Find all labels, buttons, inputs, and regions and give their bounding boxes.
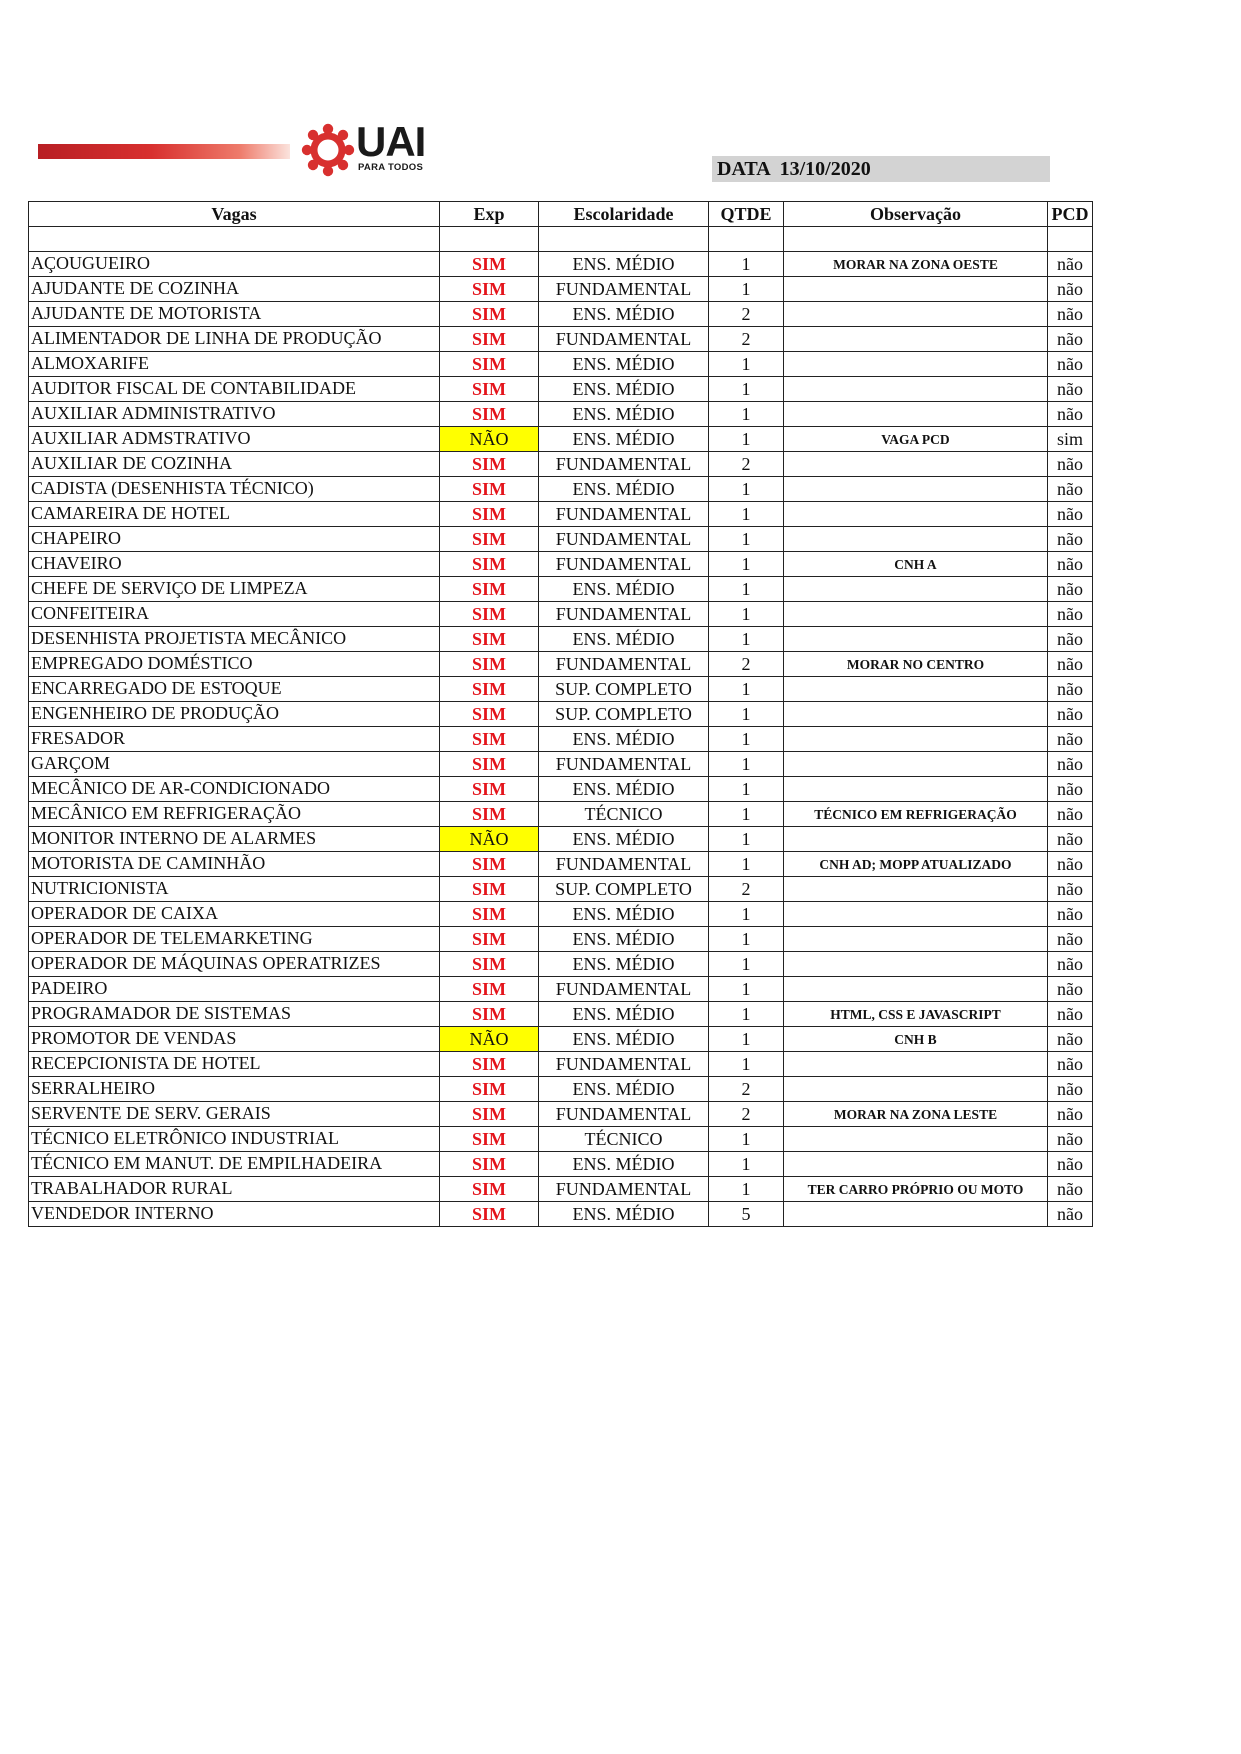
- exp-cell: NÃO: [440, 427, 539, 452]
- vaga-cell: CAMAREIRA DE HOTEL: [29, 502, 440, 527]
- blank-cell: [709, 227, 784, 252]
- observacao-cell: CNH A: [784, 552, 1048, 577]
- qtde-cell: 1: [709, 777, 784, 802]
- observacao-cell: [784, 827, 1048, 852]
- header-observacao: Observação: [784, 202, 1048, 227]
- table-row: [29, 377, 1093, 402]
- table-row: [29, 752, 1093, 777]
- vaga-cell: OPERADOR DE CAIXA: [29, 902, 440, 927]
- qtde-cell: 1: [709, 1127, 784, 1152]
- vaga-cell: AÇOUGUEIRO: [29, 252, 440, 277]
- observacao-cell: [784, 1202, 1048, 1227]
- table-row: [29, 327, 1093, 352]
- pcd-cell: não: [1048, 1027, 1093, 1052]
- vaga-cell: OPERADOR DE TELEMARKETING: [29, 927, 440, 952]
- exp-cell: SIM: [440, 602, 539, 627]
- qtde-cell: 2: [709, 302, 784, 327]
- qtde-cell: 5: [709, 1202, 784, 1227]
- observacao-cell: [784, 327, 1048, 352]
- pcd-cell: não: [1048, 527, 1093, 552]
- pcd-cell: não: [1048, 902, 1093, 927]
- table-row: [29, 1152, 1093, 1177]
- pcd-cell: não: [1048, 552, 1093, 577]
- observacao-cell: [784, 402, 1048, 427]
- escolaridade-cell: ENS. MÉDIO: [539, 1002, 709, 1027]
- table-row: [29, 527, 1093, 552]
- table-row: [29, 252, 1093, 277]
- escolaridade-cell: FUNDAMENTAL: [539, 652, 709, 677]
- table-row: [29, 602, 1093, 627]
- vaga-cell: CONFEITEIRA: [29, 602, 440, 627]
- exp-cell: SIM: [440, 1102, 539, 1127]
- qtde-cell: 1: [709, 1177, 784, 1202]
- observacao-cell: [784, 927, 1048, 952]
- table-row: [29, 452, 1093, 477]
- vaga-cell: SERVENTE DE SERV. GERAIS: [29, 1102, 440, 1127]
- exp-cell: SIM: [440, 327, 539, 352]
- observacao-cell: MORAR NA ZONA LESTE: [784, 1102, 1048, 1127]
- logo-subtitle: PARA TODOS: [358, 162, 424, 173]
- pcd-cell: não: [1048, 277, 1093, 302]
- qtde-cell: 1: [709, 552, 784, 577]
- qtde-cell: 1: [709, 902, 784, 927]
- table-row: [29, 927, 1093, 952]
- vaga-cell: FRESADOR: [29, 727, 440, 752]
- observacao-cell: [784, 477, 1048, 502]
- vaga-cell: AUXILIAR ADMSTRATIVO: [29, 427, 440, 452]
- escolaridade-cell: ENS. MÉDIO: [539, 402, 709, 427]
- pcd-cell: não: [1048, 402, 1093, 427]
- qtde-cell: 1: [709, 527, 784, 552]
- escolaridade-cell: ENS. MÉDIO: [539, 252, 709, 277]
- qtde-cell: 2: [709, 327, 784, 352]
- pcd-cell: não: [1048, 477, 1093, 502]
- exp-cell: SIM: [440, 877, 539, 902]
- pcd-cell: não: [1048, 777, 1093, 802]
- exp-cell: SIM: [440, 677, 539, 702]
- blank-cell: [29, 227, 440, 252]
- observacao-cell: VAGA PCD: [784, 427, 1048, 452]
- escolaridade-cell: FUNDAMENTAL: [539, 1177, 709, 1202]
- observacao-cell: [784, 1052, 1048, 1077]
- table-row: [29, 1052, 1093, 1077]
- escolaridade-cell: FUNDAMENTAL: [539, 1102, 709, 1127]
- vaga-cell: TRABALHADOR RURAL: [29, 1177, 440, 1202]
- table-row: [29, 352, 1093, 377]
- escolaridade-cell: ENS. MÉDIO: [539, 427, 709, 452]
- table-row: [29, 1002, 1093, 1027]
- header-escolaridade: Escolaridade: [539, 202, 709, 227]
- exp-cell: SIM: [440, 1002, 539, 1027]
- exp-cell: SIM: [440, 577, 539, 602]
- qtde-cell: 1: [709, 1027, 784, 1052]
- table-row: [29, 727, 1093, 752]
- observacao-cell: CNH B: [784, 1027, 1048, 1052]
- header-exp: Exp: [440, 202, 539, 227]
- vaga-cell: AJUDANTE DE COZINHA: [29, 277, 440, 302]
- qtde-cell: 1: [709, 927, 784, 952]
- blank-cell: [440, 227, 539, 252]
- vacancies-table: [28, 201, 1093, 1227]
- qtde-cell: 1: [709, 402, 784, 427]
- escolaridade-cell: ENS. MÉDIO: [539, 577, 709, 602]
- pcd-cell: não: [1048, 252, 1093, 277]
- pcd-cell: não: [1048, 377, 1093, 402]
- table-row: [29, 477, 1093, 502]
- vaga-cell: ALMOXARIFE: [29, 352, 440, 377]
- exp-cell: SIM: [440, 552, 539, 577]
- pcd-cell: não: [1048, 802, 1093, 827]
- escolaridade-cell: ENS. MÉDIO: [539, 1152, 709, 1177]
- qtde-cell: 2: [709, 1102, 784, 1127]
- pcd-cell: não: [1048, 1202, 1093, 1227]
- exp-cell: SIM: [440, 352, 539, 377]
- observacao-cell: [784, 302, 1048, 327]
- escolaridade-cell: ENS. MÉDIO: [539, 777, 709, 802]
- table-row: [29, 702, 1093, 727]
- uai-logo: [300, 118, 430, 180]
- pcd-cell: sim: [1048, 427, 1093, 452]
- table-row: [29, 427, 1093, 452]
- pcd-cell: não: [1048, 1152, 1093, 1177]
- vaga-cell: OPERADOR DE MÁQUINAS OPERATRIZES: [29, 952, 440, 977]
- qtde-cell: 1: [709, 802, 784, 827]
- exp-cell: SIM: [440, 1152, 539, 1177]
- qtde-cell: 1: [709, 502, 784, 527]
- exp-cell: SIM: [440, 252, 539, 277]
- table-body: [29, 227, 1093, 1227]
- table-row: [29, 902, 1093, 927]
- table-row: [29, 1127, 1093, 1152]
- observacao-cell: [784, 677, 1048, 702]
- exp-cell: SIM: [440, 702, 539, 727]
- table-row: [29, 1027, 1093, 1052]
- exp-cell: SIM: [440, 302, 539, 327]
- exp-cell: SIM: [440, 1177, 539, 1202]
- exp-cell: SIM: [440, 377, 539, 402]
- observacao-cell: [784, 577, 1048, 602]
- observacao-cell: [784, 877, 1048, 902]
- vaga-cell: MOTORISTA DE CAMINHÃO: [29, 852, 440, 877]
- observacao-cell: [784, 502, 1048, 527]
- qtde-cell: 1: [709, 352, 784, 377]
- vaga-cell: TÉCNICO ELETRÔNICO INDUSTRIAL: [29, 1127, 440, 1152]
- escolaridade-cell: FUNDAMENTAL: [539, 602, 709, 627]
- exp-cell: SIM: [440, 527, 539, 552]
- table-header-row: [29, 202, 1093, 227]
- exp-cell: SIM: [440, 927, 539, 952]
- qtde-cell: 1: [709, 252, 784, 277]
- qtde-cell: 1: [709, 377, 784, 402]
- blank-row: [29, 227, 1093, 252]
- exp-cell: NÃO: [440, 1027, 539, 1052]
- vaga-cell: AUDITOR FISCAL DE CONTABILIDADE: [29, 377, 440, 402]
- exp-cell: SIM: [440, 852, 539, 877]
- vaga-cell: AJUDANTE DE MOTORISTA: [29, 302, 440, 327]
- qtde-cell: 1: [709, 1052, 784, 1077]
- pcd-cell: não: [1048, 677, 1093, 702]
- exp-cell: SIM: [440, 1127, 539, 1152]
- table-row: [29, 577, 1093, 602]
- escolaridade-cell: FUNDAMENTAL: [539, 527, 709, 552]
- pcd-cell: não: [1048, 452, 1093, 477]
- table-row: [29, 827, 1093, 852]
- table-row: [29, 652, 1093, 677]
- vaga-cell: VENDEDOR INTERNO: [29, 1202, 440, 1227]
- pcd-cell: não: [1048, 702, 1093, 727]
- pcd-cell: não: [1048, 352, 1093, 377]
- pcd-cell: não: [1048, 927, 1093, 952]
- header-pcd: PCD: [1048, 202, 1093, 227]
- qtde-cell: 1: [709, 1152, 784, 1177]
- pcd-cell: não: [1048, 1177, 1093, 1202]
- observacao-cell: [784, 352, 1048, 377]
- escolaridade-cell: SUP. COMPLETO: [539, 677, 709, 702]
- exp-cell: SIM: [440, 777, 539, 802]
- table-row: [29, 677, 1093, 702]
- table-row: [29, 302, 1093, 327]
- exp-cell: SIM: [440, 477, 539, 502]
- qtde-cell: 1: [709, 1002, 784, 1027]
- blank-cell: [539, 227, 709, 252]
- escolaridade-cell: FUNDAMENTAL: [539, 752, 709, 777]
- escolaridade-cell: FUNDAMENTAL: [539, 452, 709, 477]
- vaga-cell: RECEPCIONISTA DE HOTEL: [29, 1052, 440, 1077]
- escolaridade-cell: SUP. COMPLETO: [539, 702, 709, 727]
- escolaridade-cell: ENS. MÉDIO: [539, 352, 709, 377]
- escolaridade-cell: SUP. COMPLETO: [539, 877, 709, 902]
- observacao-cell: [784, 752, 1048, 777]
- table-row: [29, 877, 1093, 902]
- observacao-cell: [784, 602, 1048, 627]
- escolaridade-cell: ENS. MÉDIO: [539, 727, 709, 752]
- observacao-cell: MORAR NA ZONA OESTE: [784, 252, 1048, 277]
- exp-cell: SIM: [440, 902, 539, 927]
- pcd-cell: não: [1048, 952, 1093, 977]
- qtde-cell: 1: [709, 702, 784, 727]
- escolaridade-cell: ENS. MÉDIO: [539, 952, 709, 977]
- pcd-cell: não: [1048, 852, 1093, 877]
- table-row: [29, 952, 1093, 977]
- escolaridade-cell: TÉCNICO: [539, 1127, 709, 1152]
- vaga-cell: AUXILIAR DE COZINHA: [29, 452, 440, 477]
- table-row: [29, 977, 1093, 1002]
- pcd-cell: não: [1048, 1077, 1093, 1102]
- escolaridade-cell: ENS. MÉDIO: [539, 302, 709, 327]
- observacao-cell: [784, 377, 1048, 402]
- vaga-cell: MECÂNICO DE AR-CONDICIONADO: [29, 777, 440, 802]
- exp-cell: SIM: [440, 1202, 539, 1227]
- vaga-cell: PROMOTOR DE VENDAS: [29, 1027, 440, 1052]
- exp-cell: SIM: [440, 402, 539, 427]
- observacao-cell: HTML, CSS E JAVASCRIPT: [784, 1002, 1048, 1027]
- exp-cell: SIM: [440, 977, 539, 1002]
- observacao-cell: [784, 702, 1048, 727]
- escolaridade-cell: FUNDAMENTAL: [539, 552, 709, 577]
- escolaridade-cell: ENS. MÉDIO: [539, 1027, 709, 1052]
- header-qtde: QTDE: [709, 202, 784, 227]
- pcd-cell: não: [1048, 302, 1093, 327]
- observacao-cell: [784, 277, 1048, 302]
- exp-cell: SIM: [440, 502, 539, 527]
- pcd-cell: não: [1048, 1052, 1093, 1077]
- vaga-cell: PADEIRO: [29, 977, 440, 1002]
- exp-cell: SIM: [440, 802, 539, 827]
- exp-cell: SIM: [440, 277, 539, 302]
- exp-cell: SIM: [440, 952, 539, 977]
- pcd-cell: não: [1048, 1002, 1093, 1027]
- vaga-cell: DESENHISTA PROJETISTA MECÂNICO: [29, 627, 440, 652]
- observacao-cell: [784, 977, 1048, 1002]
- vaga-cell: AUXILIAR ADMINISTRATIVO: [29, 402, 440, 427]
- qtde-cell: 1: [709, 477, 784, 502]
- escolaridade-cell: FUNDAMENTAL: [539, 1052, 709, 1077]
- exp-cell: NÃO: [440, 827, 539, 852]
- vaga-cell: CADISTA (DESENHISTA TÉCNICO): [29, 477, 440, 502]
- observacao-cell: [784, 1077, 1048, 1102]
- qtde-cell: 1: [709, 427, 784, 452]
- date-box: [712, 156, 1050, 182]
- observacao-cell: [784, 452, 1048, 477]
- qtde-cell: 1: [709, 827, 784, 852]
- qtde-cell: 1: [709, 277, 784, 302]
- vaga-cell: PROGRAMADOR DE SISTEMAS: [29, 1002, 440, 1027]
- qtde-cell: 2: [709, 1077, 784, 1102]
- people-circle-icon: [300, 122, 356, 178]
- exp-cell: SIM: [440, 1077, 539, 1102]
- vaga-cell: TÉCNICO EM MANUT. DE EMPILHADEIRA: [29, 1152, 440, 1177]
- table-row: [29, 402, 1093, 427]
- observacao-cell: [784, 902, 1048, 927]
- qtde-cell: 1: [709, 752, 784, 777]
- table-row: [29, 1077, 1093, 1102]
- qtde-cell: 1: [709, 677, 784, 702]
- qtde-cell: 1: [709, 602, 784, 627]
- pcd-cell: não: [1048, 652, 1093, 677]
- escolaridade-cell: FUNDAMENTAL: [539, 502, 709, 527]
- header-vagas: Vagas: [29, 202, 440, 227]
- pcd-cell: não: [1048, 327, 1093, 352]
- observacao-cell: TÉCNICO EM REFRIGERAÇÃO: [784, 802, 1048, 827]
- pcd-cell: não: [1048, 502, 1093, 527]
- observacao-cell: [784, 1152, 1048, 1177]
- pcd-cell: não: [1048, 627, 1093, 652]
- exp-cell: SIM: [440, 652, 539, 677]
- vaga-cell: EMPREGADO DOMÉSTICO: [29, 652, 440, 677]
- observacao-cell: [784, 777, 1048, 802]
- observacao-cell: CNH AD; MOPP ATUALIZADO: [784, 852, 1048, 877]
- escolaridade-cell: FUNDAMENTAL: [539, 977, 709, 1002]
- table-row: [29, 502, 1093, 527]
- pcd-cell: não: [1048, 827, 1093, 852]
- vaga-cell: MONITOR INTERNO DE ALARMES: [29, 827, 440, 852]
- table-row: [29, 627, 1093, 652]
- table-row: [29, 1202, 1093, 1227]
- blank-cell: [784, 227, 1048, 252]
- pcd-cell: não: [1048, 1102, 1093, 1127]
- qtde-cell: 2: [709, 877, 784, 902]
- observacao-cell: [784, 627, 1048, 652]
- escolaridade-cell: TÉCNICO: [539, 802, 709, 827]
- observacao-cell: [784, 1127, 1048, 1152]
- exp-cell: SIM: [440, 452, 539, 477]
- exp-cell: SIM: [440, 627, 539, 652]
- escolaridade-cell: ENS. MÉDIO: [539, 1202, 709, 1227]
- qtde-cell: 2: [709, 652, 784, 677]
- vaga-cell: NUTRICIONISTA: [29, 877, 440, 902]
- blank-cell: [1048, 227, 1093, 252]
- escolaridade-cell: ENS. MÉDIO: [539, 1077, 709, 1102]
- escolaridade-cell: ENS. MÉDIO: [539, 477, 709, 502]
- table-row: [29, 1177, 1093, 1202]
- pcd-cell: não: [1048, 977, 1093, 1002]
- table-row: [29, 277, 1093, 302]
- table-row: [29, 552, 1093, 577]
- exp-cell: SIM: [440, 752, 539, 777]
- qtde-cell: 1: [709, 627, 784, 652]
- qtde-cell: 1: [709, 577, 784, 602]
- observacao-cell: [784, 727, 1048, 752]
- escolaridade-cell: ENS. MÉDIO: [539, 902, 709, 927]
- escolaridade-cell: FUNDAMENTAL: [539, 852, 709, 877]
- date-value: 13/10/2020: [779, 158, 871, 180]
- exp-cell: SIM: [440, 1052, 539, 1077]
- logo-wordmark: UAI: [356, 118, 426, 165]
- qtde-cell: 1: [709, 977, 784, 1002]
- pcd-cell: não: [1048, 752, 1093, 777]
- vaga-cell: CHAVEIRO: [29, 552, 440, 577]
- table-row: [29, 1102, 1093, 1127]
- observacao-cell: MORAR NO CENTRO: [784, 652, 1048, 677]
- vaga-cell: ALIMENTADOR DE LINHA DE PRODUÇÃO: [29, 327, 440, 352]
- pcd-cell: não: [1048, 577, 1093, 602]
- qtde-cell: 1: [709, 852, 784, 877]
- qtde-cell: 1: [709, 952, 784, 977]
- escolaridade-cell: ENS. MÉDIO: [539, 827, 709, 852]
- exp-cell: SIM: [440, 727, 539, 752]
- observacao-cell: [784, 952, 1048, 977]
- vaga-cell: CHEFE DE SERVIÇO DE LIMPEZA: [29, 577, 440, 602]
- pcd-cell: não: [1048, 727, 1093, 752]
- vaga-cell: ENGENHEIRO DE PRODUÇÃO: [29, 702, 440, 727]
- vaga-cell: GARÇOM: [29, 752, 440, 777]
- observacao-cell: [784, 527, 1048, 552]
- table-row: [29, 802, 1093, 827]
- date-label: DATA: [717, 158, 770, 180]
- vaga-cell: MECÂNICO EM REFRIGERAÇÃO: [29, 802, 440, 827]
- vaga-cell: SERRALHEIRO: [29, 1077, 440, 1102]
- escolaridade-cell: FUNDAMENTAL: [539, 327, 709, 352]
- escolaridade-cell: ENS. MÉDIO: [539, 377, 709, 402]
- pcd-cell: não: [1048, 602, 1093, 627]
- escolaridade-cell: FUNDAMENTAL: [539, 277, 709, 302]
- header-red-bar: [38, 144, 290, 159]
- qtde-cell: 2: [709, 452, 784, 477]
- table-row: [29, 852, 1093, 877]
- vaga-cell: CHAPEIRO: [29, 527, 440, 552]
- observacao-cell: TER CARRO PRÓPRIO OU MOTO: [784, 1177, 1048, 1202]
- vaga-cell: ENCARREGADO DE ESTOQUE: [29, 677, 440, 702]
- escolaridade-cell: ENS. MÉDIO: [539, 627, 709, 652]
- pcd-cell: não: [1048, 1127, 1093, 1152]
- qtde-cell: 1: [709, 727, 784, 752]
- pcd-cell: não: [1048, 877, 1093, 902]
- escolaridade-cell: ENS. MÉDIO: [539, 927, 709, 952]
- table-row: [29, 777, 1093, 802]
